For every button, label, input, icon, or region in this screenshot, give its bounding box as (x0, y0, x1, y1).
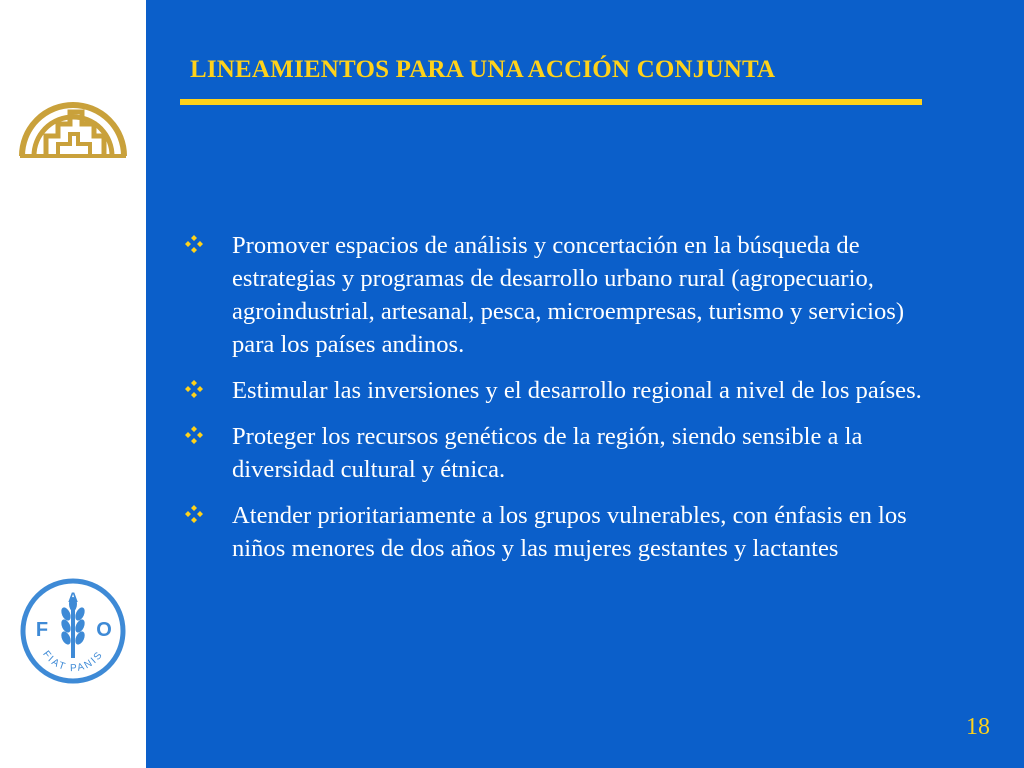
andean-community-logo (16, 76, 130, 158)
fao-logo (20, 578, 126, 684)
four-diamond-icon (184, 499, 232, 529)
fao-letter-f: F (35, 619, 49, 641)
fao-letter-a: A (67, 589, 79, 605)
logo-sidebar (0, 0, 146, 768)
wheat-icon (59, 597, 86, 658)
four-diamond-icon (184, 229, 232, 259)
bullet-text: Atender prioritariamente a los grupos vulnerables, con énfasis en los niños menores de dos años y las mujeres gestantes y lactantes (232, 502, 907, 562)
fao-letter-o: O (96, 619, 112, 641)
bullet-item (184, 374, 944, 407)
title-underline (180, 99, 922, 105)
bullet-item (184, 499, 944, 565)
fao-motto: FIAT PANIS (40, 648, 106, 675)
slide-title: LINEAMIENTOS PARA UNA ACCIÓN CONJUNTA (190, 56, 776, 83)
four-diamond-icon (184, 420, 232, 450)
four-diamond-icon (184, 374, 232, 404)
bullet-text: Promover espacios de análisis y concertación en la búsqueda de estrategias y programas de desarrollo urbano rural (agropecuario, agroindustrial, artesanal, pesca, microempresas, turismo y servicios) para los países andinos. (232, 232, 905, 358)
page-number: 18 (966, 714, 990, 740)
bullet-text: Estimular las inversiones y el desarrollo regional a nivel de los países. (232, 377, 922, 404)
bullet-item (184, 229, 944, 361)
bullet-text: Proteger los recursos genéticos de la región, siendo sensible a la diversidad cultural y étnica. (232, 423, 863, 483)
bullet-item (184, 420, 944, 486)
bullet-list (184, 229, 944, 578)
